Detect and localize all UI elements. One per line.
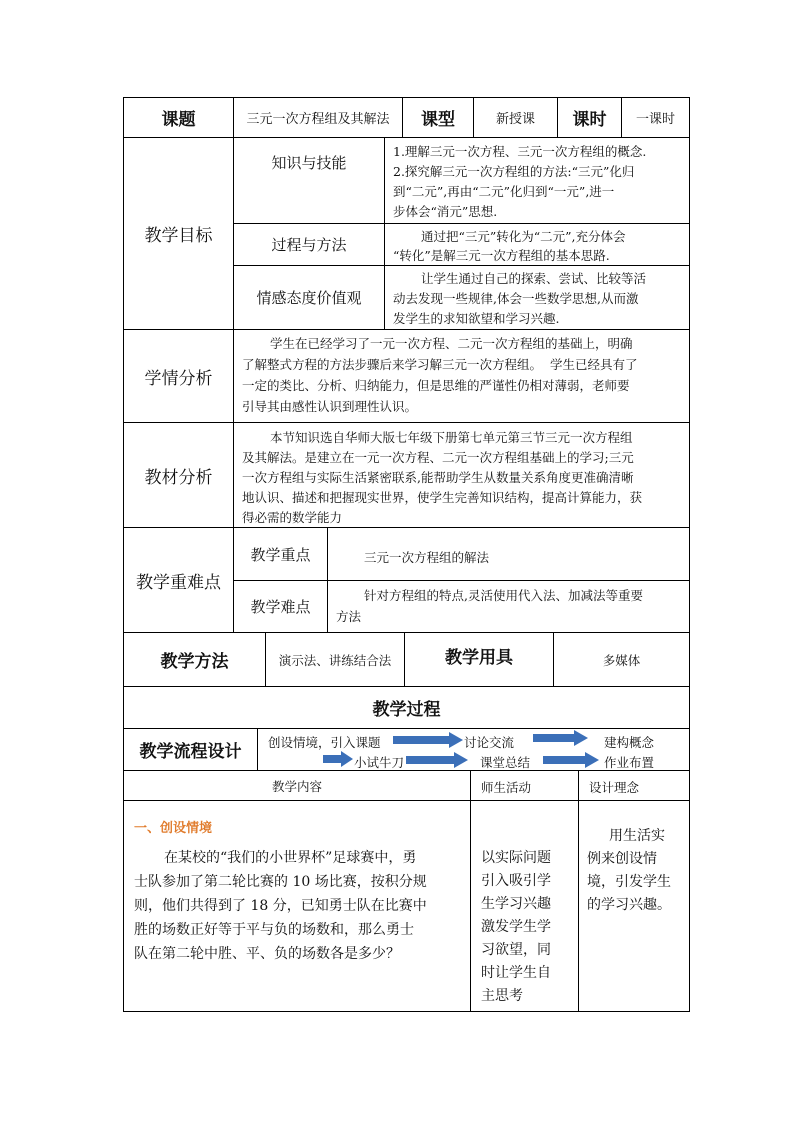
focus-label: 教学重点 (250, 545, 311, 564)
process-line-1: 通过把“三元”转化为“二元”,充分体会 (421, 229, 626, 244)
flow-step-1: 创设情境，引入课题 (268, 735, 381, 750)
material-line-3: 一次方程组与实际生活紧密联系,能帮助学生从数量关系角度更准确清晰 (242, 470, 634, 485)
student-line-2: 了解整式方程的方法步骤后来学习解三元一次方程组。 学生已经具有了 (242, 357, 638, 372)
tools-value-cell (553, 632, 690, 687)
process-method-label-cell (233, 223, 385, 266)
content-line-4: 胜的场数正好等于平与负的场数和，那么勇士 (134, 922, 414, 938)
topic-value-cell (233, 97, 403, 138)
student-analysis-text-cell (233, 329, 690, 423)
content-line-2: 士队参加了第二轮比赛的 10 场比赛，按积分规 (134, 874, 427, 890)
material-analysis-label: 教材分析 (144, 467, 213, 488)
concept-line-2: 例来创设情 (587, 851, 657, 867)
topic-label: 课题 (161, 110, 196, 130)
header-concept-cell (578, 770, 690, 801)
attitude-label-cell (233, 265, 385, 330)
knowledge-line-4: 步体会“消元”思想. (393, 204, 498, 219)
process-title: 教学过程 (372, 700, 441, 720)
hours-label: 课时 (572, 110, 607, 130)
type-value-cell (473, 97, 558, 138)
header-content-cell (123, 770, 471, 801)
student-line-3: 一定的类比、分析、归纳能力，但是思维的严谨性仍相对薄弱，老师要 (242, 378, 630, 393)
concept-body-cell (578, 800, 690, 1012)
content-body-cell (123, 800, 471, 1012)
material-analysis-text-cell (233, 422, 690, 528)
method-value: 演示法、讲练结合法 (278, 652, 392, 668)
content-line-3: 则，他们共得到了 18 分，已知勇士队在比赛中 (134, 898, 427, 914)
content-line-1: 在某校的“我们的小世界杯”足球赛中，勇 (164, 850, 417, 866)
hours-label-cell (557, 97, 622, 138)
activity-line-4: 激发学生学 (481, 919, 551, 935)
difficulty-label: 教学难点 (250, 598, 311, 616)
activity-line-3: 生学习兴趣 (481, 896, 551, 912)
difficulty-line-2: 方法 (336, 609, 362, 624)
activity-body-cell (470, 800, 579, 1012)
difficulty-label-cell (233, 580, 328, 633)
tools-label-cell (404, 632, 554, 687)
difficulty-line-1: 针对方程组的特点,灵活使用代入法、加减法等重要 (364, 588, 643, 603)
flow-step-6: 作业布置 (604, 755, 655, 770)
type-value: 新授课 (495, 112, 535, 127)
knowledge-line-2: 2.探究解三元一次方程组的方法:“三元”化归 (393, 164, 635, 179)
process-line-2: “转化”是解三元一次方程组的基本思路. (393, 248, 610, 263)
process-method-label: 过程与方法 (271, 236, 347, 254)
knowledge-skill-label-cell (233, 137, 385, 224)
flow-step-3: 建构概念 (604, 735, 655, 750)
student-line-1: 学生在已经学习了一元一次方程、二元一次方程组的基础上，明确 (270, 336, 633, 351)
activity-line-6: 时让学生自 (481, 965, 551, 981)
flow-step-4: 小试牛刀 (354, 755, 405, 770)
header-activity-cell (470, 770, 579, 801)
tools-label: 教学用具 (445, 648, 513, 668)
knowledge-line-1: 1.理解三元一次方程、三元一次方程组的概念. (393, 144, 647, 159)
flow-step-5: 课堂总结 (480, 755, 531, 770)
focus-text-cell (327, 527, 690, 581)
flow-arrow-3 (323, 751, 353, 767)
concept-line-4: 的学习兴趣。 (587, 897, 671, 913)
focus-text: 三元一次方程组的解法 (364, 550, 490, 565)
method-label: 教学方法 (160, 652, 229, 672)
flow-label-cell (123, 728, 258, 771)
material-analysis-label-cell (123, 422, 234, 528)
flow-arrow-5 (543, 752, 599, 768)
knowledge-line-3: 到“二元”,再由“二元”化归到“一元”,进一 (393, 184, 615, 199)
process-title-cell (123, 686, 690, 729)
material-line-4: 地认识、描述和把握现实世界，使学生完善知识结构，提高计算能力，获 (242, 490, 643, 505)
content-line-5: 队在第二轮中胜、平、负的场数各是多少？ (134, 946, 400, 962)
attitude-line-2: 动去发现一些规律,体会一些数学思想,从而激 (393, 291, 639, 306)
header-activity: 师生活动 (481, 780, 532, 795)
flow-arrow-4 (406, 752, 468, 768)
material-line-1: 本节知识选自华师大版七年级下册第七单元第三节三元一次方程组 (270, 430, 633, 445)
student-analysis-label: 学情分析 (144, 368, 213, 389)
activity-line-7: 主思考 (481, 988, 523, 1004)
attitude-label: 情感态度价值观 (256, 289, 362, 307)
type-label: 课型 (421, 110, 455, 130)
student-line-4: 引导其由感性认识到理性认识。 (242, 399, 418, 414)
material-line-2: 及其解法。是建立在一元一次方程、二元一次方程组基础上的学习;三元 (242, 450, 634, 465)
attitude-line-1: 让学生通过自己的探索、尝试、比较等活 (421, 271, 647, 286)
flow-label: 教学流程设计 (139, 742, 242, 762)
knowledge-skill-text-cell (384, 137, 690, 224)
tools-value: 多媒体 (602, 652, 641, 668)
process-method-text-cell (384, 223, 690, 266)
hours-value-cell (621, 97, 690, 138)
focus-label-cell (233, 527, 328, 581)
attitude-text-cell (384, 265, 690, 330)
method-label-cell (123, 632, 266, 687)
flow-arrow-1 (393, 732, 463, 748)
student-analysis-label-cell (123, 329, 234, 423)
topic-label-cell (123, 97, 234, 138)
activity-line-5: 习欲望，同 (481, 942, 551, 958)
knowledge-skill-label: 知识与技能 (271, 154, 347, 172)
flow-diagram-cell (257, 728, 690, 771)
material-line-5: 得必需的数学能力 (242, 510, 343, 525)
activity-line-2: 引入吸引学 (481, 873, 551, 889)
key-points-label-cell (123, 527, 234, 633)
header-concept: 设计理念 (589, 780, 640, 795)
type-label-cell (402, 97, 474, 138)
activity-line-1: 以实际问题 (481, 850, 551, 866)
topic-value: 三元一次方程组及其解法 (246, 112, 390, 127)
objectives-label: 教学目标 (144, 226, 213, 246)
hours-value: 一课时 (635, 112, 675, 127)
concept-line-3: 境，引发学生 (587, 874, 671, 890)
attitude-line-3: 发学生的求知欲望和学习兴趣. (393, 311, 560, 326)
method-value-cell (265, 632, 405, 687)
section-title: 一、创设情境 (134, 820, 213, 835)
flow-arrow-2 (533, 730, 588, 746)
objectives-label-cell (123, 137, 234, 330)
key-points-label: 教学重难点 (136, 572, 221, 593)
flow-step-2: 讨论交流 (464, 735, 515, 750)
concept-line-1: 用生活实 (609, 828, 665, 844)
difficulty-text-cell (327, 580, 690, 633)
header-content: 教学内容 (271, 778, 322, 794)
